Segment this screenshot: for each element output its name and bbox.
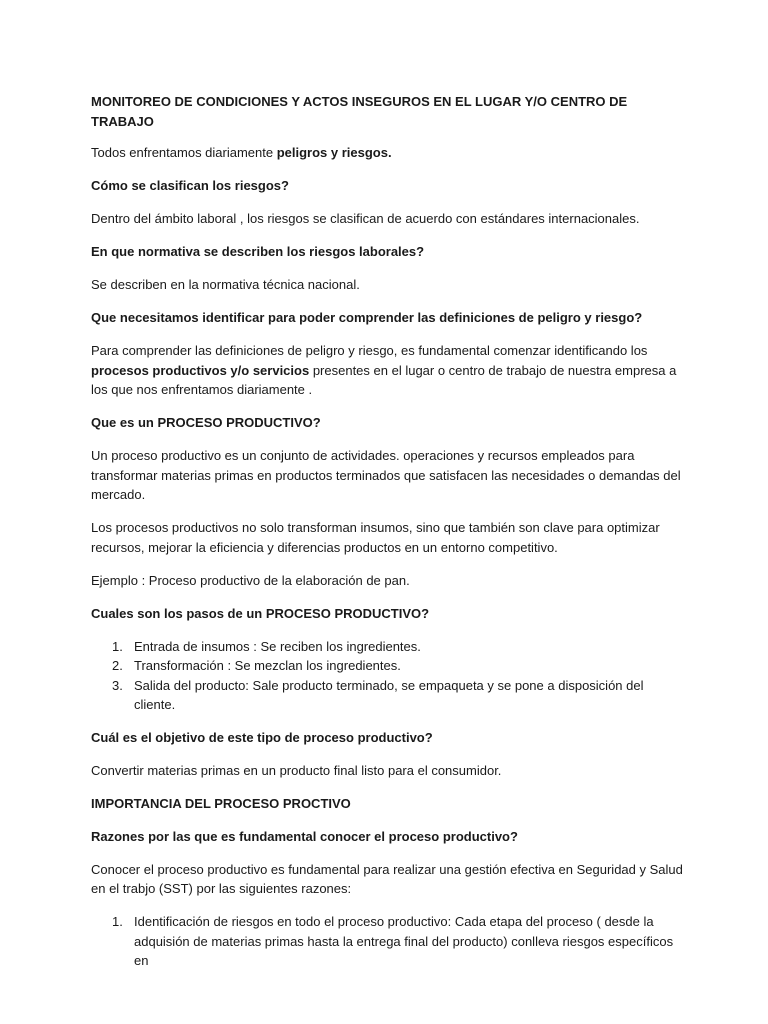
reasons-list: [91, 912, 687, 971]
document-title: MONITOREO DE CONDICIONES Y ACTOS INSEGUROS EN EL LUGAR Y/O CENTRO DE TRABAJO: [91, 94, 628, 129]
question-regulation: En que normativa se describen los riesgos laborales?: [91, 244, 425, 259]
steps-list: [91, 637, 687, 715]
list-item-number: 3.: [112, 677, 123, 693]
answer-definition: Un proceso productivo es un conjunto de actividades. operaciones y recursos empleados para transformar materias primas en productos terminados que satisfacen las necesidades o demandas del mercado.: [91, 448, 681, 502]
question-classification: Cómo se clasifican los riesgos?: [91, 178, 289, 193]
list-item: [91, 656, 687, 676]
intro-text: Todos enfrentamos diariamente: [91, 145, 277, 160]
answer-identify-text-end: presentes en el lugar o centro de trabajo de nuestra empresa a los que nos enfrentamos diariamente .: [91, 362, 677, 397]
answer-classification: Dentro del ámbito laboral , los riesgos se clasifican de acuerdo con estándares internacionales.: [91, 211, 640, 226]
section-heading: IMPORTANCIA DEL PROCESO PROCTIVO: [91, 795, 351, 811]
list-item-number: 1.: [112, 638, 123, 654]
answer-identify-text: Para comprender las definiciones de peligro y riesgo, es fundamental comenzar identificando los: [91, 343, 648, 358]
answer-identify-emphasis: procesos productivos y/o servicios: [91, 362, 310, 378]
list-item-number: 2.: [112, 658, 123, 673]
answer-objective: Convertir materias primas en un producto final listo para el consumidor.: [91, 762, 502, 778]
list-item-text: Salida del producto: Sale producto terminado, se empaqueta y se pone a disposición del cliente.: [134, 677, 644, 712]
answer-reasons: Conocer el proceso productivo es fundamental para realizar una gestión efectiva en Seguridad y Salud en el trabjo (SST) por las siguientes razones:: [91, 861, 683, 896]
list-item: [91, 912, 687, 971]
question-steps: Cuales son los pasos de un PROCESO PRODUCTIVO?: [91, 605, 430, 621]
question-definition: Que es un PROCESO PRODUCTIVO?: [91, 415, 321, 430]
intro-emphasis: peligros y riesgos.: [276, 145, 392, 160]
answer-definition-more: Los procesos productivos no solo transforman insumos, sino que también son clave para optimizar recursos, mejorar la eficiencia y diferencias productos en un entorno competitivo.: [91, 520, 660, 555]
list-item-text: Transformación : Se mezclan los ingredientes.: [134, 658, 401, 673]
list-item: [91, 637, 687, 657]
question-identify: Que necesitamos identificar para poder comprender las definiciones de peligro y riesgo?: [91, 310, 643, 325]
list-item-number: 1.: [112, 914, 123, 929]
example-paragraph: Ejemplo : Proceso productivo de la elaboración de pan.: [91, 572, 410, 588]
document-body: [91, 92, 687, 984]
answer-regulation: Se describen en la normativa técnica nacional.: [91, 277, 360, 292]
list-item-text: Entrada de insumos : Se reciben los ingredientes.: [134, 638, 421, 654]
list-item: [91, 676, 687, 715]
list-item-text: Identificación de riesgos en todo el proceso productivo: Cada etapa del proceso ( desde la adquisión de materias primas hasta la entrega final del producto) conlleva riesgos específicos en: [134, 914, 674, 968]
answer-identify: [91, 341, 687, 400]
question-reasons: Razones por las que es fundamental conocer el proceso productivo?: [91, 828, 518, 844]
question-objective: Cuál es el objetivo de este tipo de proceso productivo?: [91, 729, 433, 745]
intro-paragraph: [91, 143, 687, 163]
